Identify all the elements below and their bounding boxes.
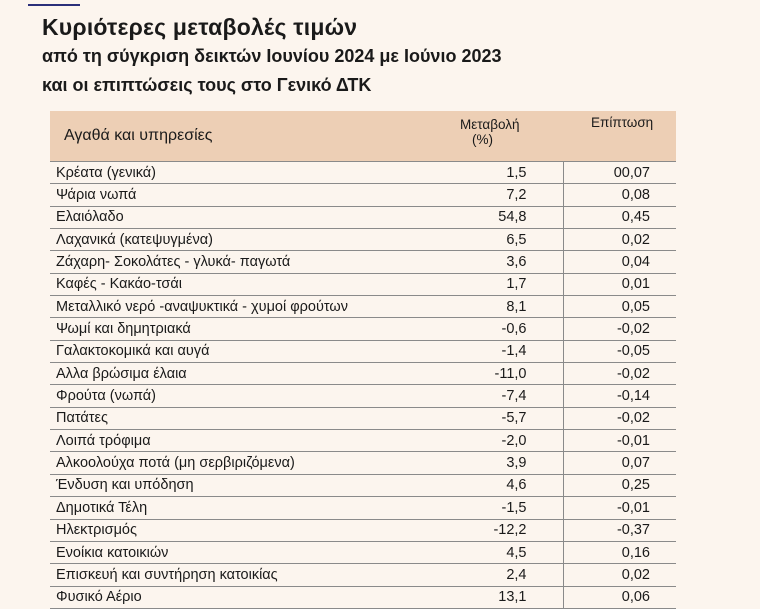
row-name: Φρούτα (νωπά) [50, 385, 380, 407]
row-change: 7,2 [380, 184, 563, 206]
row-name: Αλλα βρώσιμα έλαια [50, 363, 380, 385]
table-row [50, 385, 676, 407]
header-change [380, 111, 563, 162]
table-row [50, 206, 676, 228]
row-name: Επισκευή και συντήρηση κατοικίας [50, 564, 380, 586]
row-impact: 0,08 [563, 184, 676, 206]
row-name: Μεταλλικό νερό -αναψυκτικά - χυμοί φρούτων [50, 296, 380, 318]
row-impact: 0,04 [563, 251, 676, 273]
row-name: Αλκοολούχα ποτά (μη σερβιριζόμενα) [50, 452, 380, 474]
table-row [50, 184, 676, 206]
row-impact: 0,01 [563, 273, 676, 295]
table-row [50, 407, 676, 429]
row-change: 4,5 [380, 541, 563, 563]
row-change: 54,8 [380, 206, 563, 228]
top-accent-line [28, 4, 80, 6]
header-goods: Αγαθά και υπηρεσίες [50, 111, 380, 162]
row-impact: -0,14 [563, 385, 676, 407]
row-change: -1,5 [380, 497, 563, 519]
row-change: -5,7 [380, 407, 563, 429]
row-impact: 0,07 [563, 452, 676, 474]
row-impact: 0,05 [563, 296, 676, 318]
row-change: -12,2 [380, 519, 563, 541]
subtitle-line-1: από τη σύγκριση δεικτών Ιουνίου 2024 με Ιούνιο 2023 [42, 46, 502, 66]
table-row [50, 430, 676, 452]
page-title: Κυριότερες μεταβολές τιμών [42, 14, 358, 40]
table-row [50, 251, 676, 273]
row-name: Ελαιόλαδο [50, 206, 380, 228]
row-name: Λαχανικά (κατεψυγμένα) [50, 229, 380, 251]
row-change: 1,7 [380, 273, 563, 295]
table-row [50, 474, 676, 496]
row-change: 13,1 [380, 586, 563, 608]
row-name: Ψάρια νωπά [50, 184, 380, 206]
row-impact: -0,02 [563, 363, 676, 385]
table-row [50, 497, 676, 519]
row-change: -7,4 [380, 385, 563, 407]
row-change: 8,1 [380, 296, 563, 318]
row-name: Γαλακτοκομικά και αυγά [50, 340, 380, 362]
table-row [50, 363, 676, 385]
table-row [50, 296, 676, 318]
row-name: Ηλεκτρισμός [50, 519, 380, 541]
row-change: 2,4 [380, 564, 563, 586]
table-row [50, 586, 676, 608]
row-name: Πατάτες [50, 407, 380, 429]
table-header-row [50, 111, 676, 162]
table-row [50, 273, 676, 295]
row-impact: -0,01 [563, 430, 676, 452]
row-impact: 0,45 [563, 206, 676, 228]
subtitle-line-2: και οι επιπτώσεις τους στο Γενικό ΔΤΚ [42, 75, 372, 95]
row-change: 6,5 [380, 229, 563, 251]
row-impact: -0,37 [563, 519, 676, 541]
row-impact: 0,16 [563, 541, 676, 563]
price-changes-table [50, 111, 676, 609]
table-row [50, 452, 676, 474]
row-change: 4,6 [380, 474, 563, 496]
table-row [50, 519, 676, 541]
table-row [50, 162, 676, 184]
row-change: 3,6 [380, 251, 563, 273]
row-name: Κρέατα (γενικά) [50, 162, 380, 184]
table-row [50, 564, 676, 586]
header-impact: Επίπτωση [563, 111, 676, 162]
row-name: Ενοίκια κατοικιών [50, 541, 380, 563]
table-row [50, 541, 676, 563]
row-impact: 0,25 [563, 474, 676, 496]
row-change: 1,5 [380, 162, 563, 184]
row-name: Δημοτικά Τέλη [50, 497, 380, 519]
row-change: -0,6 [380, 318, 563, 340]
row-change: -1,4 [380, 340, 563, 362]
table-row [50, 229, 676, 251]
row-name: Λοιπά τρόφιμα [50, 430, 380, 452]
row-impact: -0,05 [563, 340, 676, 362]
row-name: Ένδυση και υπόδηση [50, 474, 380, 496]
header-change-label: Μεταβολή [460, 117, 520, 132]
row-impact: 00,07 [563, 162, 676, 184]
row-name: Ζάχαρη- Σοκολάτες - γλυκά- παγωτά [50, 251, 380, 273]
row-change: -11,0 [380, 363, 563, 385]
header-change-unit: (%) [472, 132, 493, 147]
row-impact: -0,01 [563, 497, 676, 519]
row-impact: -0,02 [563, 318, 676, 340]
row-change: -2,0 [380, 430, 563, 452]
row-impact: -0,02 [563, 407, 676, 429]
row-impact: 0,02 [563, 229, 676, 251]
row-name: Καφές - Κακάο-τσάι [50, 273, 380, 295]
row-name: Φυσικό Αέριο [50, 586, 380, 608]
row-impact: 0,02 [563, 564, 676, 586]
row-name: Ψωμί και δημητριακά [50, 318, 380, 340]
row-change: 3,9 [380, 452, 563, 474]
table-row [50, 318, 676, 340]
table-row [50, 340, 676, 362]
row-impact: 0,06 [563, 586, 676, 608]
